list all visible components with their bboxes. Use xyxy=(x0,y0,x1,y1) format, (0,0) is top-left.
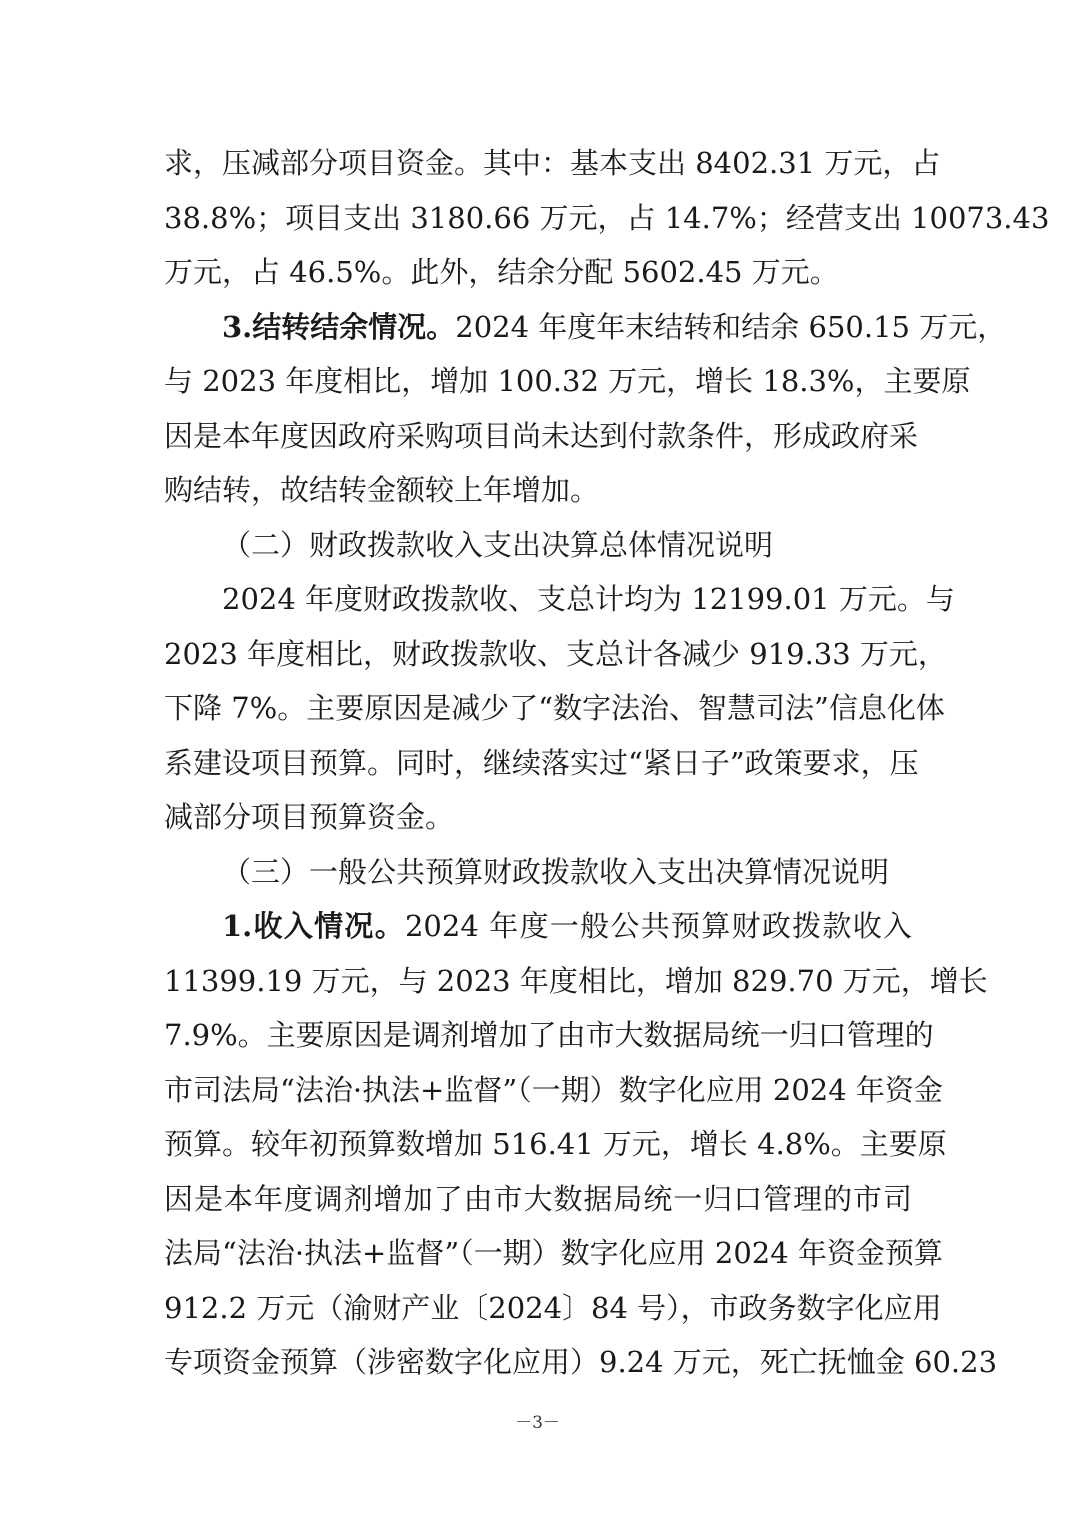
page-number: －3－ xyxy=(515,1413,560,1433)
text-line: 912.2 万元（渝财产业〔2024〕84 号），市政务数字化应用 xyxy=(164,1290,942,1325)
text-line xyxy=(164,300,1007,355)
text-line: 预算。较年初预算数增加 516.41 万元，增长 4.8%。主要原 xyxy=(164,1127,947,1161)
paragraph-expenditure xyxy=(164,136,1050,300)
document-page xyxy=(164,136,1050,1390)
section-heading-2: （二）财政拨款收入支出决算总体情况说明 xyxy=(222,527,774,562)
text-line: 与 2023 年度相比，增加 100.32 万元，增长 18.3%，主要原 xyxy=(164,364,971,398)
paragraph-carryover xyxy=(164,300,1007,518)
text-line: 法局“法治·执法+监督”（一期）数字化应用 2024 年资金预算 xyxy=(164,1236,943,1270)
text-line: 2023 年度相比，财政拨款收、支总计各减少 919.33 万元， xyxy=(164,636,947,671)
text-line: 因是本年度因政府采购项目尚未达到付款条件，形成政府采 xyxy=(164,418,919,453)
text-line: 减部分项目预算资金。 xyxy=(164,800,455,834)
text-line: 系建设项目预算。同时，继续落实过“紧日子”政策要求，压 xyxy=(164,745,919,780)
text-line: 2024 年度财政拨款收、支总计均为 12199.01 万元。与 xyxy=(222,582,955,616)
text-line: 专项资金预算（涉密数字化应用）9.24 万元，死亡抚恤金 60.23 xyxy=(164,1345,998,1379)
text-line: 求，压减部分项目资金。其中：基本支出 8402.31 万元，占 xyxy=(164,146,941,180)
section-heading-3: （三）一般公共预算财政拨款收入支出决算情况说明 xyxy=(222,854,890,889)
text-line: 购结转，故结转金额较上年增加。 xyxy=(164,473,600,507)
text-line: 市司法局“法治·执法+监督”（一期）数字化应用 2024 年资金 xyxy=(164,1072,943,1107)
text-line: 7.9%。主要原因是调剂增加了由市大数据局统一归口管理的 xyxy=(164,1018,934,1052)
section-lead: 1.收入情况。 xyxy=(222,909,405,943)
section-lead-text: 2024 年度年末结转和结余 650.15 万元， xyxy=(455,309,1007,344)
text-line xyxy=(164,899,912,954)
paragraph-fiscal-total xyxy=(164,572,955,845)
text-line: 11399.19 万元，与 2023 年度相比，增加 829.70 万元，增长 xyxy=(164,963,988,998)
text-line: 下降 7%。主要原因是减少了“数字法治、智慧司法”信息化体 xyxy=(164,691,945,725)
text-line: 38.8%；项目支出 3180.66 万元，占 14.7%；经营支出 10073.43 xyxy=(164,200,1050,235)
section-lead-text: 2024 年度一般公共预算财政拨款收入 xyxy=(404,909,912,943)
paragraph-income xyxy=(164,899,998,1390)
text-line: 万元，占 46.5%。此外，结余分配 5602.45 万元。 xyxy=(164,255,839,289)
section-lead: 3.结转结余情况。 xyxy=(222,309,456,344)
text-line: 因是本年度调剂增加了由市大数据局统一归口管理的市司 xyxy=(164,1181,912,1216)
